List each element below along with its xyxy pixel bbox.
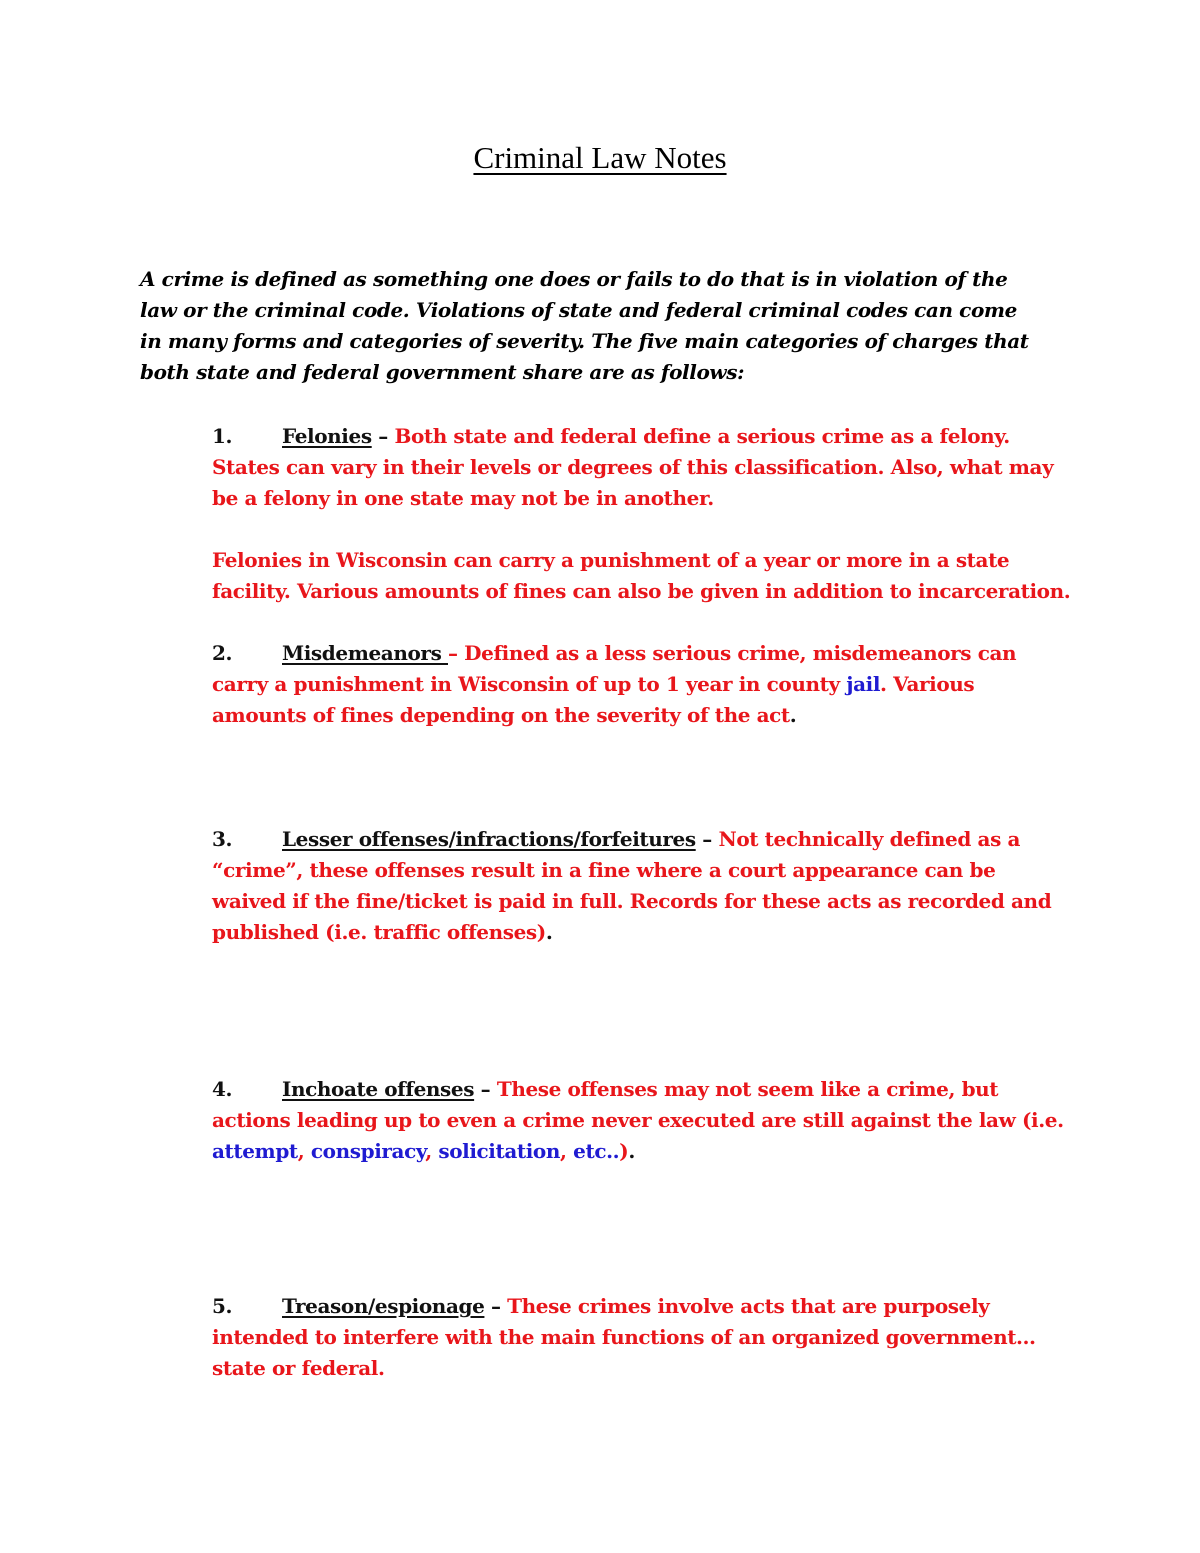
item-heading: Felonies <box>282 424 372 448</box>
item-text-continued: . Various amounts of fines depending on the severity of the act <box>212 672 975 727</box>
item-text: These crimes involve acts that are purposely intended to interfere with the main functions of an organized government… state or federal. <box>212 1294 1036 1380</box>
item-text: Defined as a less serious crime, misdemeanors can carry a punishment in Wisconsin of up to 1 year in county <box>212 641 1017 696</box>
item-heading: Treason/espionage <box>282 1294 485 1318</box>
item-number: 3. <box>212 827 233 851</box>
page-title: Criminal Law Notes <box>473 140 727 175</box>
item-separator: , <box>425 1139 439 1163</box>
item-dash: – <box>484 1294 508 1318</box>
item-blue-term: jail <box>846 672 881 696</box>
item-dash: – <box>695 827 719 851</box>
item-text: Not technically defined as a “crime”, these offenses result in a fine where a court appearance can be waived if the fine/ticket is paid in full. Records for these acts as recorded and published (i.e. traffic offenses) <box>212 827 1052 944</box>
item-heading: Lesser offenses/infractions/forfeitures <box>282 827 696 851</box>
intro-paragraph: A crime is defined as something one does or fails to do that is in violation of the law or the criminal code. Violations of state and federal criminal codes can come in many forms and categories of severity. The five main categories of charges that both state and federal government share are as follows: <box>140 267 1029 384</box>
item-period: . <box>789 703 797 727</box>
list-item-felonies <box>212 421 1072 514</box>
item-blue-term-solicitation: solicitation <box>438 1139 561 1163</box>
item-blue-term-attempt: attempt <box>212 1139 298 1163</box>
item-period: . <box>545 920 553 944</box>
item-blue-term-etc: etc.. <box>573 1139 620 1163</box>
list-item-inchoate-offenses <box>212 1074 1072 1167</box>
item-heading: Inchoate offenses <box>282 1077 475 1101</box>
item-number: 5. <box>212 1294 233 1318</box>
item-dash: – <box>448 641 465 665</box>
item-dash: – <box>474 1077 497 1101</box>
list-item-treason <box>212 1291 1072 1384</box>
item-separator: , <box>560 1139 574 1163</box>
item-text: Both state and federal define a serious crime as a felony. States can vary in their levels or degrees of this classification. Also, what may be a felony in one state may not be in another. <box>212 424 1054 510</box>
list-item-felonies-extra <box>212 545 1072 607</box>
item-blue-term-conspiracy: conspiracy <box>310 1139 426 1163</box>
list-item-lesser-offenses <box>212 824 1072 948</box>
item-extra-text: Felonies in Wisconsin can carry a punishment of a year or more in a state facility. Various amounts of fines can also be given in addition to incarceration. <box>212 548 1071 603</box>
item-heading: Misdemeanors <box>282 641 448 665</box>
item-number: 2. <box>212 641 233 665</box>
item-separator: , <box>297 1139 311 1163</box>
item-period: . <box>628 1139 635 1163</box>
item-number: 4. <box>212 1077 233 1101</box>
item-close-paren: ) <box>619 1139 629 1163</box>
item-text: These offenses may not seem like a crime, but actions leading up to even a crime never executed are still against the law (i.e. <box>212 1077 1064 1132</box>
item-number: 1. <box>212 424 233 448</box>
list-item-misdemeanors <box>212 638 1072 731</box>
item-dash: – <box>371 424 395 448</box>
